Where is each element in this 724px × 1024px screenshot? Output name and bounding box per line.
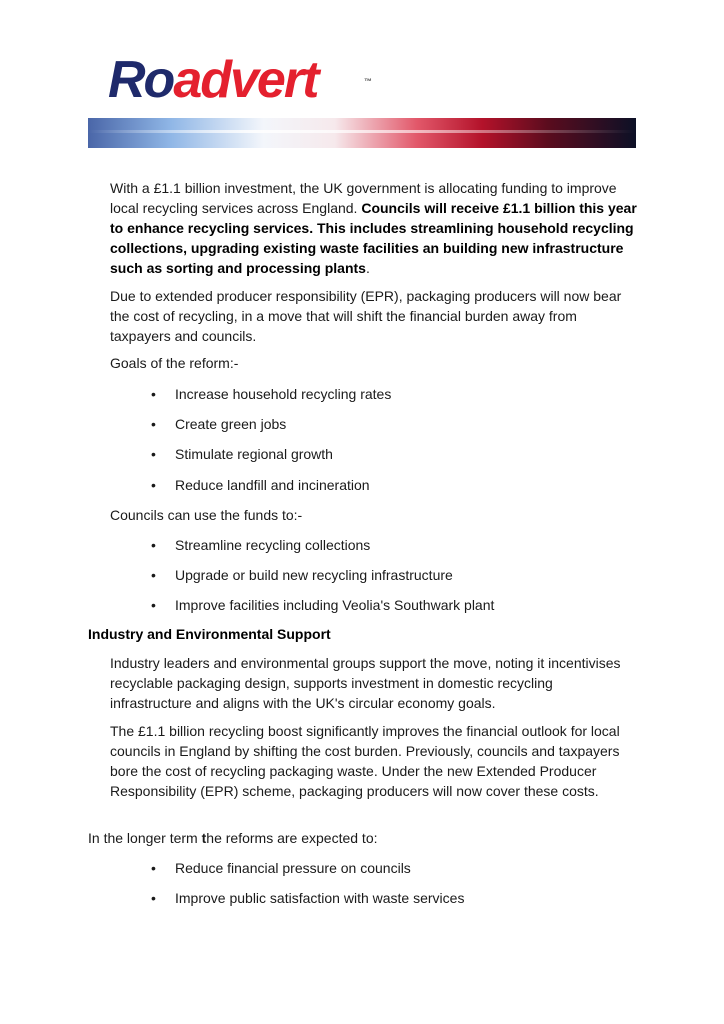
support-paragraph: Industry leaders and environmental groups support the move, noting it incentivises recyclable packaging design, supports investment in domestic recycling infrastructure and aligns with the UK's circular economy goals. <box>110 655 621 711</box>
section-heading: Industry and Environmental Support <box>88 626 331 642</box>
goal-item-label: Stimulate regional growth <box>175 446 333 462</box>
header-banner <box>88 118 636 148</box>
epr-paragraph: Due to extended producer responsibility (EPR), packaging producers will now bear the cost of recycling, in a move that will shift the financial burden away from taxpayers and councils. <box>110 288 622 344</box>
bullet-icon: • <box>151 446 156 462</box>
expected-item-label: Reduce financial pressure on councils <box>175 860 411 876</box>
fund-item-label: Upgrade or build new recycling infrastructure <box>175 567 453 583</box>
goals-heading: Goals of the reform:- <box>110 355 239 371</box>
intro-end-text: . <box>365 260 370 276</box>
longer-term-bold-t: t <box>201 830 207 846</box>
intro-normal-text: With a £1.1 billion investment, the UK government is allocating funding to improve local recycling services across England. <box>110 180 617 216</box>
intro-bold-text: Councils will receive £1.1 billion this year to enhance recycling services. This includes streamlining household recycling collections, upgrading existing waste facilities an building new infrastructure such as sorting and processing plants <box>110 200 637 276</box>
goal-item-label: Increase household recycling rates <box>175 386 392 402</box>
intro-paragraph <box>110 178 638 278</box>
bullet-icon: • <box>151 890 156 906</box>
fund-item-label: Improve facilities including Veolia's Southwark plant <box>175 597 495 613</box>
bullet-icon: • <box>151 416 156 432</box>
longer-term-after: he reforms are expected to: <box>206 830 378 846</box>
expected-item-label: Improve public satisfaction with waste services <box>175 890 465 906</box>
bullet-icon: • <box>151 386 156 402</box>
longer-term-before: In the longer term <box>88 830 202 846</box>
funds-heading: Councils can use the funds to:- <box>110 507 303 523</box>
bullet-icon: • <box>151 477 156 493</box>
logo-part-ro: Ro <box>108 51 174 109</box>
goal-item-label: Reduce landfill and incineration <box>175 477 370 493</box>
bullet-icon: • <box>151 860 156 876</box>
bullet-icon: • <box>151 567 156 583</box>
fund-item-label: Streamline recycling collections <box>175 537 371 553</box>
goal-item-label: Create green jobs <box>175 416 287 432</box>
logo-part-advert: advert <box>173 51 318 109</box>
longer-term-heading <box>88 828 378 848</box>
trademark-symbol: ™ <box>364 77 372 86</box>
bullet-icon: • <box>151 597 156 613</box>
bullet-icon: • <box>151 537 156 553</box>
financial-outlook-paragraph: The £1.1 billion recycling boost significantly improves the financial outlook for local councils in England by shifting the cost burden. Previously, councils and taxpayers bore the cost of recycling packaging waste. Under the new Extended Producer Responsibility (EPR) scheme, packaging producers will now cover these costs. <box>110 723 620 799</box>
roadvert-logo <box>108 51 372 109</box>
